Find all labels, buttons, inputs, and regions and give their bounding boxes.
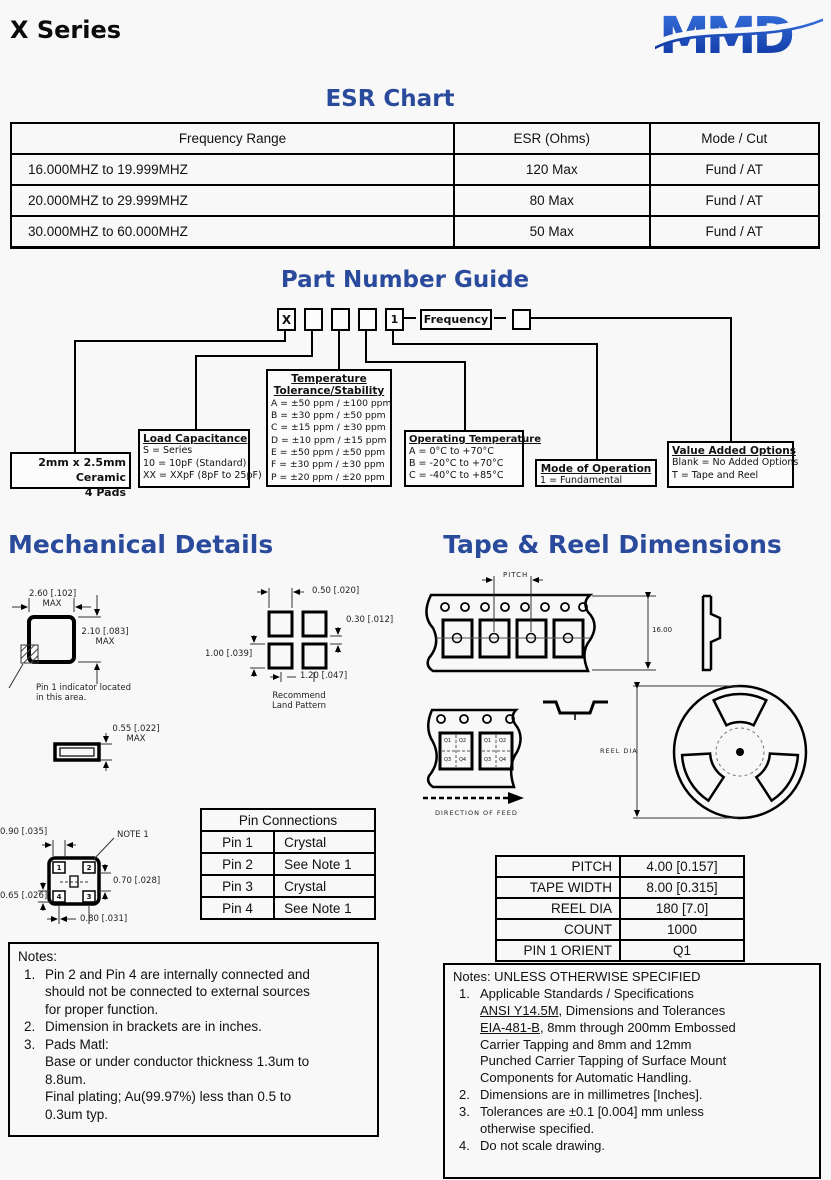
note-item: [18, 1018, 371, 1036]
descriptor-option: XX = XXpF (8pF to 25pF): [143, 470, 262, 482]
pin-connection-cell: See Note 1: [274, 897, 375, 919]
esr-table-row: [11, 216, 819, 248]
pin-number: 1: [56, 864, 62, 872]
note-text: [480, 986, 813, 1087]
quadrant-label: Q1: [444, 738, 452, 744]
note-line: Components for Automatic Handling.: [480, 1070, 692, 1086]
note-line: Do not scale drawing.: [480, 1137, 606, 1153]
dim-16: 16.00: [652, 626, 673, 634]
land-pattern-caption: Recommend Land Pattern: [271, 691, 326, 711]
load-capacitance-title: Load Capacitance: [143, 433, 248, 445]
esr-cell: Fund / AT: [650, 185, 819, 216]
mechanical-details-heading: Mechanical Details: [8, 530, 274, 559]
note-text: [480, 1138, 813, 1155]
dash: [404, 317, 416, 319]
note-line: should not be connected to external sources: [45, 984, 310, 1000]
tape-reel-spec-row: [496, 919, 744, 940]
dash: [494, 317, 506, 319]
reel-dia-label: REEL DIA: [600, 747, 638, 755]
direction-of-feed-label: DIRECTION OF FEED: [435, 809, 518, 817]
note-line: Punched Carrier Tapping of Surface Mount: [480, 1053, 727, 1069]
descriptor-option: E = ±50 ppm / ±50 ppm: [271, 447, 386, 459]
descriptor-option: A = 0°C to +70°C: [409, 445, 494, 457]
package-descriptor: [10, 452, 131, 499]
pin-connections-table: [200, 808, 376, 920]
package-line: 2mm x 2.5mm Ceramic: [38, 456, 126, 484]
operating-temperature-descriptor: [404, 430, 542, 487]
part-number-guide-heading: Part Number Guide: [280, 267, 530, 293]
descriptor-option: F = ±30 ppm / ±30 ppm: [271, 459, 385, 471]
pin-number: 2: [86, 864, 92, 872]
pin-connection-cell: Crystal: [274, 875, 375, 897]
note-item: [18, 966, 371, 1019]
code-box-op-temp: [358, 308, 377, 331]
dim-070: 0.70 [.028]: [113, 876, 161, 886]
note-number: 2.: [24, 1019, 36, 1035]
code-box-tolerance: [331, 308, 350, 331]
tape-reel-spec-cell: 8.00 [0.315]: [620, 877, 744, 898]
dim-land-gap: 0.30 [.012]: [346, 615, 394, 625]
descriptor-option: P = ±20 ppm / ±20 ppm: [271, 471, 385, 483]
note-line: Dimensions are in millimetres [Inches].: [480, 1087, 703, 1103]
pin-connection-row: [201, 875, 375, 897]
note-text: [45, 1036, 371, 1124]
esr-column-header: ESR (Ohms): [454, 123, 650, 154]
tape-reel-spec-cell: REEL DIA: [496, 898, 620, 919]
pin-connection-cell: Pin 2: [201, 853, 274, 875]
dim-thickness: 0.55 [.022] MAX: [112, 724, 160, 744]
dim-090: 0.90 [.035]: [0, 827, 48, 837]
tape-reel-spec-table: [495, 855, 745, 962]
descriptor-option: C = ±15 ppm / ±30 ppm: [271, 422, 386, 434]
note-item: [453, 1087, 813, 1104]
esr-cell: Fund / AT: [650, 216, 819, 248]
note-line: ANSI Y14.5M, Dimensions and Tolerances: [480, 1002, 726, 1018]
code-box-load-cap: [304, 308, 323, 331]
descriptor-option: B = ±30 ppm / ±50 ppm: [271, 410, 386, 422]
notes-left-box: [8, 942, 379, 1137]
pin-connection-cell: See Note 1: [274, 853, 375, 875]
note-line: EIA-481-B, 8mm through 200mm Embossed: [480, 1019, 736, 1035]
tape-reel-spec-cell: 180 [7.0]: [620, 898, 744, 919]
descriptor-option: Blank = No Added Options: [672, 457, 799, 469]
notes-right-box: [443, 963, 821, 1179]
tape-reel-spec-cell: COUNT: [496, 919, 620, 940]
quadrant-label: Q2: [499, 738, 507, 744]
esr-column-header: Mode / Cut: [650, 123, 819, 154]
pin-number: 4: [56, 893, 62, 901]
esr-column-header: Frequency Range: [11, 123, 454, 154]
pitch-label: PITCH: [503, 571, 529, 579]
dim-package-width: 2.60 [.102] MAX: [29, 589, 77, 609]
pin-connection-cell: Crystal: [274, 831, 375, 853]
esr-cell: Fund / AT: [650, 154, 819, 185]
descriptor-option: T = Tape and Reel: [672, 469, 759, 481]
temperature-title: Tolerance/Stability: [273, 385, 385, 398]
quadrant-label: Q3: [484, 757, 492, 763]
esr-cell: 30.000MHZ to 60.000MHZ: [11, 216, 454, 248]
note-line: 0.3um typ.: [45, 1106, 109, 1122]
value-added-options-title: Value Added Options: [672, 445, 796, 457]
note-number: 2.: [459, 1087, 470, 1103]
note-item: [453, 1138, 813, 1155]
note-line: otherwise specified.: [480, 1121, 595, 1137]
note-line: Dimension in brackets are in inches.: [45, 1019, 262, 1035]
tape-reel-spec-cell: TAPE WIDTH: [496, 877, 620, 898]
note-number: 4.: [459, 1137, 470, 1153]
note-line: Tolerances are ±0.1 [0.004] mm unless: [480, 1104, 704, 1120]
note-text: [480, 1104, 813, 1138]
tape-reel-spec-row: [496, 856, 744, 877]
descriptor-option: A = ±50 ppm / ±100 ppm: [271, 397, 392, 409]
dim-land-pad-height: 1.00 [.039]: [205, 649, 253, 659]
pin-connection-cell: Pin 4: [201, 897, 274, 919]
tape-reel-spec-cell: PITCH: [496, 856, 620, 877]
esr-cell: 20.000MHZ to 29.999MHZ: [11, 185, 454, 216]
descriptor-option: S = Series: [143, 445, 193, 457]
tape-reel-spec-cell: 1000: [620, 919, 744, 940]
dim-land-spacing: 1.20 [.047]: [300, 671, 348, 681]
esr-table-row: [11, 154, 819, 185]
value-added-options-descriptor: [667, 441, 799, 488]
dim-land-pad-width: 0.50 [.020]: [312, 586, 360, 596]
pin-connections-title: Pin Connections: [201, 809, 375, 831]
temperature-descriptor: [266, 369, 392, 487]
code-box-options: [512, 309, 531, 330]
note-item: [18, 1036, 371, 1124]
quadrant-label: Q1: [484, 738, 492, 744]
descriptor-option: 1 = Fundamental: [540, 475, 623, 487]
note-line: Pads Matl:: [45, 1036, 109, 1052]
esr-cell: 80 Max: [454, 185, 650, 216]
note-line: 8.8um.: [45, 1071, 87, 1087]
tape-reel-spec-cell: Q1: [620, 940, 744, 961]
note-text: [45, 966, 371, 1019]
esr-cell: 16.000MHZ to 19.999MHZ: [11, 154, 454, 185]
page-title: X Series: [10, 16, 122, 44]
note-number: 1.: [24, 966, 36, 982]
dim-package-height: 2.10 [.083] MAX: [81, 627, 129, 647]
note-text: [45, 1018, 371, 1036]
pin-connection-row: [201, 853, 375, 875]
mmd-logo: [655, 8, 823, 62]
descriptor-option: C = -40°C to +85°C: [409, 470, 504, 482]
tape-reel-spec-row: [496, 898, 744, 919]
pin-connection-cell: Pin 3: [201, 875, 274, 897]
note-text: [480, 1087, 813, 1104]
note-line: Final plating; Au(99.97%) less than 0.5 to: [45, 1089, 292, 1105]
code-box-series: X: [277, 308, 296, 331]
tape-reel-spec-cell: PIN 1 ORIENT: [496, 940, 620, 961]
note-line: Base or under conductor thickness 1.3um to: [45, 1054, 310, 1070]
note-line: Pin 2 and Pin 4 are internally connected and: [45, 966, 310, 982]
note-line: for proper function.: [45, 1001, 159, 1017]
esr-table-header-row: [11, 123, 819, 154]
mode-of-operation-descriptor: [535, 459, 657, 487]
note-line: Applicable Standards / Specifications: [480, 985, 694, 1001]
quadrant-label: Q4: [499, 757, 507, 763]
note-line: Carrier Tapping and 8mm and 12mm: [480, 1036, 692, 1052]
tape-reel-spec-row: [496, 940, 744, 961]
pin-connection-row: [201, 831, 375, 853]
note-number: 3.: [459, 1104, 470, 1120]
descriptor-option: D = ±10 ppm / ±15 ppm: [271, 434, 387, 446]
pin-connection-cell: Pin 1: [201, 831, 274, 853]
esr-cell: 120 Max: [454, 154, 650, 185]
dim-080: 0.80 [.031]: [80, 914, 128, 924]
note1-label: NOTE 1: [117, 830, 149, 840]
esr-table: [10, 122, 820, 249]
descriptor-option: B = -20°C to +70°C: [409, 458, 504, 470]
temperature-title: Temperature: [291, 373, 367, 385]
quadrant-label: Q2: [459, 738, 467, 744]
descriptor-option: 10 = 10pF (Standard): [143, 457, 247, 469]
pin-number: 3: [86, 893, 92, 901]
note-item: [453, 986, 813, 1087]
frequency-box: Frequency: [420, 309, 492, 330]
pin-connection-row: [201, 897, 375, 919]
quadrant-label: Q4: [459, 757, 467, 763]
quadrant-label: Q3: [444, 757, 452, 763]
note-number: 1.: [459, 985, 470, 1001]
note-number: 3.: [24, 1036, 36, 1052]
tape-reel-spec-row: [496, 877, 744, 898]
mmd-logo-text: MMD: [659, 8, 791, 62]
pin1-indicator-note: Pin 1 indicator located in this area.: [36, 683, 132, 703]
dim-065: 0.65 [.026]: [0, 891, 48, 901]
load-capacitance-descriptor: [138, 429, 262, 488]
package-line: 4 Pads: [84, 485, 126, 499]
notes-right-title: Notes: UNLESS OTHERWISE SPECIFIED: [453, 969, 701, 984]
esr-chart-heading: ESR Chart: [325, 86, 455, 112]
esr-cell: 50 Max: [454, 216, 650, 248]
esr-table-row: [11, 185, 819, 216]
operating-temperature-title: Operating Temperature: [409, 434, 542, 445]
code-box-mode: 1: [385, 308, 404, 331]
mode-of-operation-title: Mode of Operation: [540, 463, 652, 475]
notes-left-title: Notes:: [18, 949, 58, 964]
tape-reel-heading: Tape & Reel Dimensions: [443, 530, 782, 559]
tape-reel-spec-cell: 4.00 [0.157]: [620, 856, 744, 877]
note-item: [453, 1104, 813, 1138]
